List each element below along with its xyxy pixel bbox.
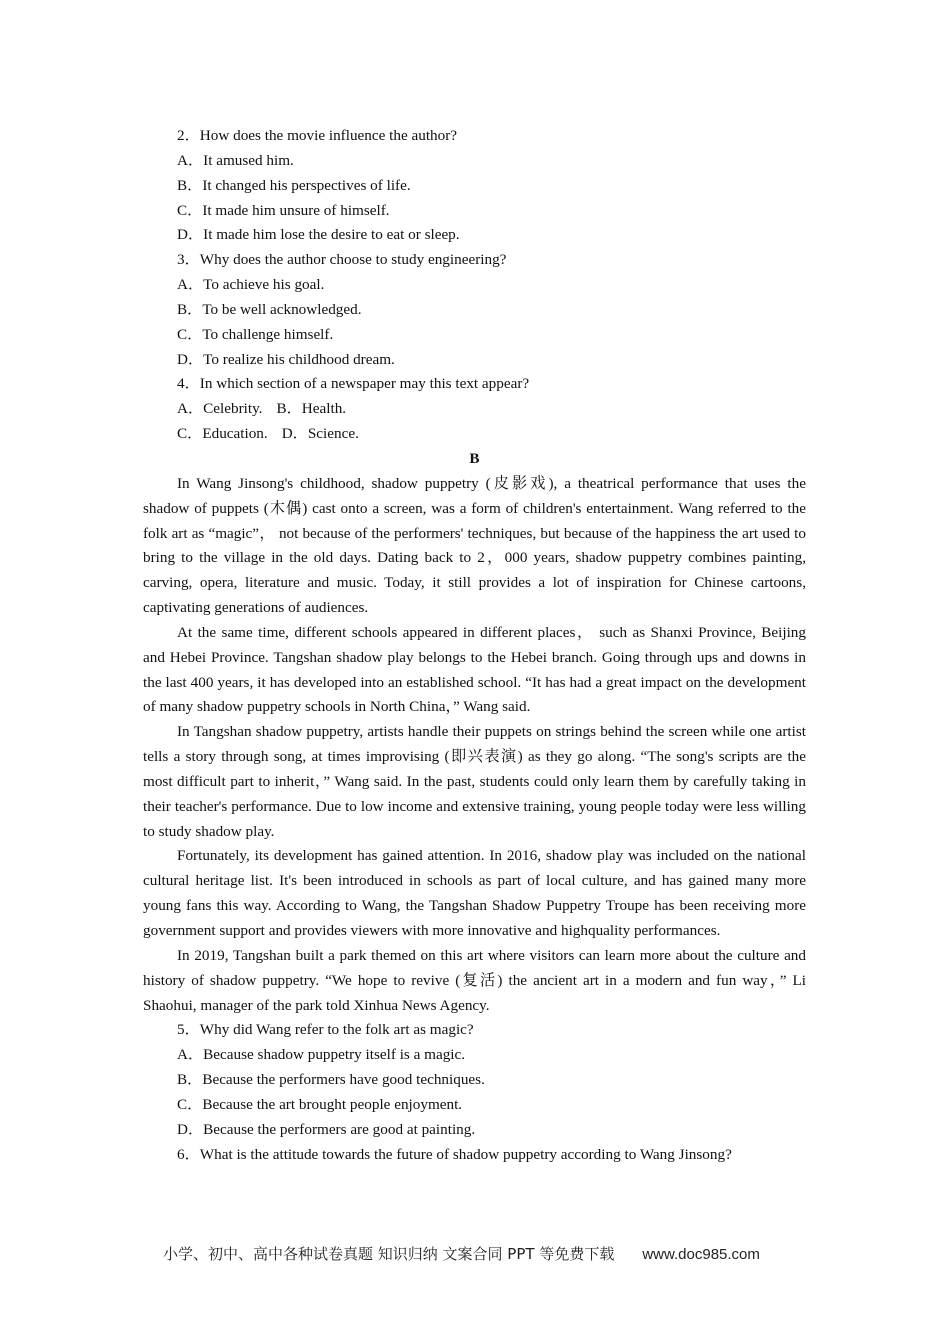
option-b: B．It changed his perspectives of life. [177, 176, 411, 194]
question-3 [143, 248, 806, 372]
question-2 [143, 124, 806, 248]
passage-paragraph: Fortunately, its development has gained attention. In 2016, shadow play was included on the national cultural heritage list. It's been introduced in schools as part of local culture, and has gained many more young fans this way. According to Wang, the Tangshan Shadow Puppetry Troupe has been receiving more government support and provides viewers with more innovative and highquality performances. [143, 847, 806, 939]
option-d: D．To realize his childhood dream. [177, 350, 395, 368]
question-stem: 3．Why does the author choose to study engineering? [177, 251, 507, 269]
question-6 [143, 1143, 806, 1168]
option-a: A．It amused him. [177, 151, 294, 169]
question-stem: 2．How does the movie influence the author? [177, 127, 458, 144]
option-a: A．Celebrity. [177, 400, 263, 418]
footer-site-link[interactable]: www.doc985.com [642, 1246, 760, 1263]
question-stem: 6．What is the attitude towards the future of shadow puppetry according to Wang Jinsong? [177, 1145, 732, 1163]
option-d: D．Because the performers are good at painting. [177, 1120, 476, 1138]
document-page [143, 124, 806, 1167]
passage-paragraph: At the same time, different schools appeared in different places， such as Shanxi Province, Beijing and Hebei Province. Tangshan shadow play belongs to the Hebei branch. Going through ups and downs in the last 400 years, it has developed into an established school. “It has had a great impact on the development of many shadow puppetry schools in North China，” Wang said. [143, 623, 806, 716]
option-c: C．Education. [177, 425, 268, 443]
page-footer [163, 1243, 760, 1264]
option-b: B．Health. [276, 400, 347, 418]
option-d: D．Science. [281, 425, 359, 443]
question-5 [143, 1018, 806, 1142]
option-d: D．It made him lose the desire to eat or sleep. [177, 226, 460, 244]
option-b: B．To be well acknowledged. [177, 300, 362, 318]
passage-paragraph: In Tangshan shadow puppetry, artists handle their puppets on strings behind the screen while one artist tells a story through song, at times improvising (即兴表演) as they go along. “The song's scripts are the most difficult part to inherit，” Wang said. In the past, students could only learn them by carefully taking in their teacher's performance. Due to low income and extensive training, young people today were less willing to study shadow play. [143, 723, 806, 840]
question-stem: 4．In which section of a newspaper may this text appear? [177, 375, 530, 393]
passage-paragraph: In 2019, Tangshan built a park themed on this art where visitors can learn more about the culture and history of shadow puppetry. “We hope to revive (复活) the ancient art in a modern and fun way，” Li Shaohui, manager of the park told Xinhua News Agency. [143, 946, 806, 1014]
question-4 [143, 372, 806, 447]
option-c: C．Because the art brought people enjoyment. [177, 1095, 463, 1113]
option-c: C．To challenge himself. [177, 325, 334, 343]
option-row [143, 397, 806, 422]
footer-text: 小学、初中、高中各种试卷真题 知识归纳 文案合同 PPT 等免费下载 [163, 1245, 615, 1263]
option-b: B．Because the performers have good techniques. [177, 1071, 485, 1089]
passage-paragraph: In Wang Jinsong's childhood, shadow puppetry (皮影戏), a theatrical performance that uses the shadow of puppets (木偶) cast onto a screen, was a form of children's entertainment. Wang referred to the folk art as “magic”， not because of the performers' techniques, but because of the happiness the art used to bring to the village in the old days. Dating back to 2，000 years, shadow puppetry combines painting, carving, opera, literature and music. Today, it still provides a lot of inspiration for Chinese cartoons, captivating generations of audiences. [143, 474, 806, 617]
option-a: A．Because shadow puppetry itself is a magic. [177, 1046, 466, 1064]
option-a: A．To achieve his goal. [177, 276, 325, 294]
question-stem: 5．Why did Wang refer to the folk art as magic? [177, 1021, 474, 1039]
option-row [143, 422, 806, 447]
section-title: B [469, 449, 480, 467]
option-c: C．It made him unsure of himself. [177, 201, 390, 219]
